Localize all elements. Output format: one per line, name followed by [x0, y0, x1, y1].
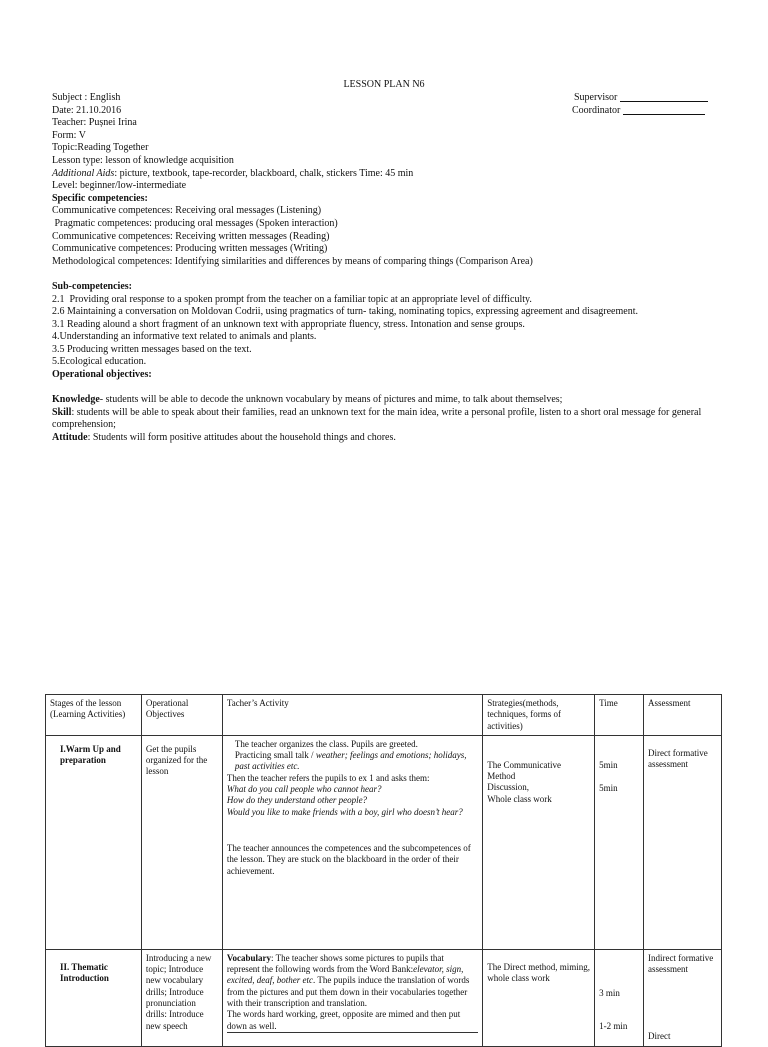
- supervisor-label: Supervisor: [574, 92, 618, 103]
- page-title: LESSON PLAN N6: [343, 79, 425, 90]
- skill-line: [52, 407, 722, 432]
- subject-line: Subject : English: [52, 92, 121, 103]
- sub-competency-item: 4.Understanding an informative text related to animals and plants.: [52, 331, 317, 343]
- assessment-cell: Direct formative assessment: [644, 735, 722, 949]
- table-row: [46, 949, 722, 1046]
- knowledge-line: [52, 394, 722, 407]
- sub-competencies-heading: Sub-competencies:: [52, 280, 132, 292]
- question-text: Would you like to make friends with a boy, girl who doesn’t hear?: [226, 806, 463, 817]
- question-text: What do you call people who cannot hear?: [226, 784, 382, 795]
- competency-item: Methodological competences: Identifying similarities and differences by means of comparing things (Comparison Area): [52, 255, 533, 267]
- assessment-text: Indirect formative assessment: [648, 952, 714, 975]
- attitude-label: Attitude: [52, 432, 88, 444]
- aids-text: : picture, textbook, tape-recorder, blackboard, chalk, stickers Time: 45 min: [114, 167, 414, 179]
- sub-competency-item: 5.Ecological education.: [52, 356, 147, 368]
- strategy-text: Discussion,: [487, 782, 529, 793]
- activity-text: Then the teacher refers the pupils to ex 1 and asks them:: [226, 772, 430, 783]
- skill-text: : students will be able to speak about their families, read an unknown text for the main idea, write a personal profile, listen to a short oral message for general comprehension;: [52, 406, 702, 431]
- activity-cell: [222, 949, 482, 1046]
- column-header: Assessment: [644, 695, 722, 736]
- column-header: Time: [595, 695, 644, 736]
- specific-competencies-heading: Specific competencies:: [52, 192, 148, 204]
- knowledge-label: Knowledge: [52, 394, 100, 406]
- strategy-text: The Communicative Method: [487, 759, 561, 782]
- table-row: [46, 735, 722, 949]
- sub-competency-item: 2.6 Maintaining a conversation on Moldovan Codrii, using pragmatics of turn- taking, nominating topics, expressing agreement and disagreement.: [52, 306, 638, 318]
- time-cell: [595, 735, 644, 949]
- vocabulary-text: The words hard working, greet, opposite are mimed and then put down as well.: [226, 1009, 461, 1031]
- column-header: Strategies(methods, techniques, forms of activities): [483, 695, 595, 736]
- stage-cell: I.Warm Up and preparation: [46, 735, 142, 949]
- activity-text: The teacher organizes the class. Pupils are greeted.: [234, 738, 418, 749]
- assessment-cell: [644, 949, 722, 1046]
- objective-cell: Introducing a new topic; Introduce new vocabulary drills; Introduce pronunciation drills: Introduce new speech: [141, 949, 222, 1046]
- stage-cell: II. Thematic Introduction: [46, 949, 142, 1046]
- vocabulary-text: Vocabulary: The teacher shows some pictures to pupils that represent the following words from the Word Bank:elevator, sign, excited, deaf, bother etc. The pupils induce the translation of words from the pictures and put them down in their vocabularies together with their transcription and translation.: [226, 952, 470, 1009]
- sub-competency-item: 3.1 Reading alound a short fragment of an unknown text with appropriate fluency, stress. Intonation and sense groups.: [52, 318, 525, 330]
- date-line: Date: 21.10.2016: [52, 104, 122, 116]
- lesson-header: [52, 92, 722, 445]
- teacher-line: Teacher: Pușnei Irina: [52, 117, 137, 129]
- time-value: 1-2 min: [599, 1021, 628, 1032]
- coordinator-label: Coordinator: [572, 104, 621, 116]
- inner-divider: [227, 1032, 478, 1039]
- column-header: Stages of the lesson (Learning Activities): [46, 695, 142, 736]
- competency-item: Communicative competences: Producing written messages (Writing): [52, 243, 328, 255]
- activity-cell: [222, 735, 482, 949]
- aids-label: Additional Aids: [52, 167, 115, 179]
- competency-item: Communicative competences: Receiving oral messages (Listening): [52, 205, 322, 217]
- assessment-text: Direct: [648, 1031, 671, 1042]
- strategy-cell: [483, 735, 595, 949]
- question-text: How do they understand other people?: [226, 795, 368, 806]
- time-value: 5min: [599, 783, 618, 794]
- activity-text: Practicing small talk / weather; feelings and emotions; holidays, past activities etc.: [234, 750, 467, 772]
- attitude-text: : Students will form positive attitudes about the household things and chores.: [87, 432, 396, 444]
- competency-item: Communicative competences: Receiving written messages (Reading): [52, 230, 330, 242]
- time-value: 3 min: [599, 987, 620, 998]
- competency-item: Pragmatic competences: producing oral messages (Spoken interaction): [52, 217, 338, 229]
- form-line: Form: V: [52, 129, 86, 141]
- column-header: Tacher’s Activity: [222, 695, 482, 736]
- knowledge-text: - students will be able to decode the unknown vocabulary by means of pictures and mime, to talk about themselves;: [99, 394, 563, 406]
- operational-objectives-heading: Operational objectives:: [52, 369, 152, 381]
- activity-text: The teacher announces the competences and the subcompetences of the lesson. They are stuck on the blackboard in the order of their achievement.: [226, 842, 471, 876]
- column-header: Operational Objectives: [141, 695, 222, 736]
- sub-competency-item: 2.1 Providing oral response to a spoken prompt from the teacher on a familiar topic at an appropriate level of difficulty.: [52, 293, 532, 305]
- level-line: Level: beginner/low-intermediate: [52, 180, 187, 192]
- topic-line: Topic:Reading Together: [52, 142, 149, 154]
- attitude-line: [52, 432, 722, 445]
- time-cell: [595, 949, 644, 1046]
- objective-cell: Get the pupils organized for the lesson: [141, 735, 222, 949]
- strategy-cell: The Direct method, miming, whole class work: [483, 949, 595, 1046]
- time-value: 5min: [599, 759, 618, 770]
- skill-label: Skill: [52, 406, 72, 418]
- table-header-row: [46, 695, 722, 736]
- lesson-type-line: Lesson type: lesson of knowledge acquisition: [52, 154, 234, 166]
- sub-competency-item: 3.5 Producing written messages based on the text.: [52, 343, 252, 355]
- lesson-stages-table: [45, 694, 722, 1047]
- additional-aids-line: [52, 168, 722, 181]
- strategy-text: Whole class work: [487, 793, 552, 804]
